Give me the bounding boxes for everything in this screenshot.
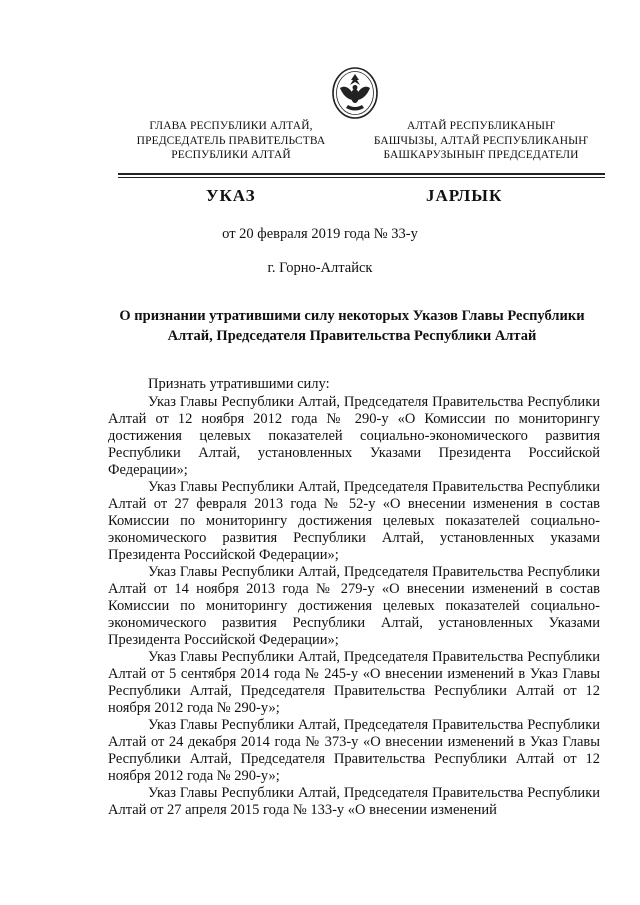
coat-of-arms-icon [330,64,380,120]
decree-city: г. Горно-Алтайск [267,260,373,276]
list-item: Указ Главы Республики Алтай, Председателя Правительства Республики Алтай от 5 сентября 2014 года № 245-у «О внесении изменений в Указ Главы Республики Алтай, Председателя Правительства Республики Алтай от 12 ноября 2012 года № 290-у»; [108,649,600,716]
header-left-line: ПРЕДСЕДАТЕЛЬ ПРАВИТЕЛЬСТВА [136,134,326,147]
header-divider-thin [118,177,605,178]
list-item: Указ Главы Республики Алтай, Председателя Правительства Республики Алтай от 12 ноября 2012 года № 290-у «О Комиссии по мониторингу достижения целевых показателей социально-экономического развития Республики Алтай, установленных Указами Президента Российской Федерации»; [108,394,600,478]
doc-type-altai: JАРЛЫК [426,186,503,205]
header-right [362,119,600,163]
list-item: Указ Главы Республики Алтай, Председателя Правительства Республики Алтай от 27 апреля 2015 года № 133-у «О внесении изменений [108,785,600,818]
list-item: Указ Главы Республики Алтай, Председателя Правительства Республики Алтай от 27 февраля 2013 года № 52-у «О внесении изменения в состав Комиссии по мониторингу достижения целевых показателей социально-экономического развития Республики Алтай, установленных указами Президента Российской Федерации»; [108,479,600,563]
decree-body [108,394,600,819]
decree-date: от 20 февраля 2019 года № 33-у [222,226,418,242]
decree-title: О признании утратившими силу некоторых Указов Главы Республики Алтай, Председателя Правительства Республики Алтай [119,308,585,344]
list-item: Указ Главы Республики Алтай, Председателя Правительства Республики Алтай от 24 декабря 2014 года № 373-у «О внесении изменений в Указ Главы Республики Алтай, Председателя Правительства Республики Алтай от 12 ноября 2012 года № 290-у»; [108,717,600,784]
header-right-line: БАШКАРУЗЫНЫҤ ПРЕДСЕДАТЕЛИ [383,149,579,161]
header-left-line: ГЛАВА РЕСПУБЛИКИ АЛТАЙ, [149,120,313,132]
header-right-line: АЛТАЙ РЕСПУБЛИКАНЫҤ [407,120,555,132]
decree-intro: Признать утратившими силу: [148,376,330,392]
header-left-line: РЕСПУБЛИКИ АЛТАЙ [171,149,291,161]
header-right-line: БАШЧЫЗЫ, АЛТАЙ РЕСПУБЛИКАНЫҤ [373,134,589,147]
header-left [122,119,340,163]
header-divider [118,173,605,175]
list-item: Указ Главы Республики Алтай, Председателя Правительства Республики Алтай от 14 ноября 2013 года № 279-у «О внесении изменений в состав Комиссии по мониторингу достижения целевых показателей социально-экономического развития Республики Алтай, установленных Указами Президента Российской Федерации»; [108,564,600,648]
doc-type-russian: УКАЗ [206,186,256,205]
